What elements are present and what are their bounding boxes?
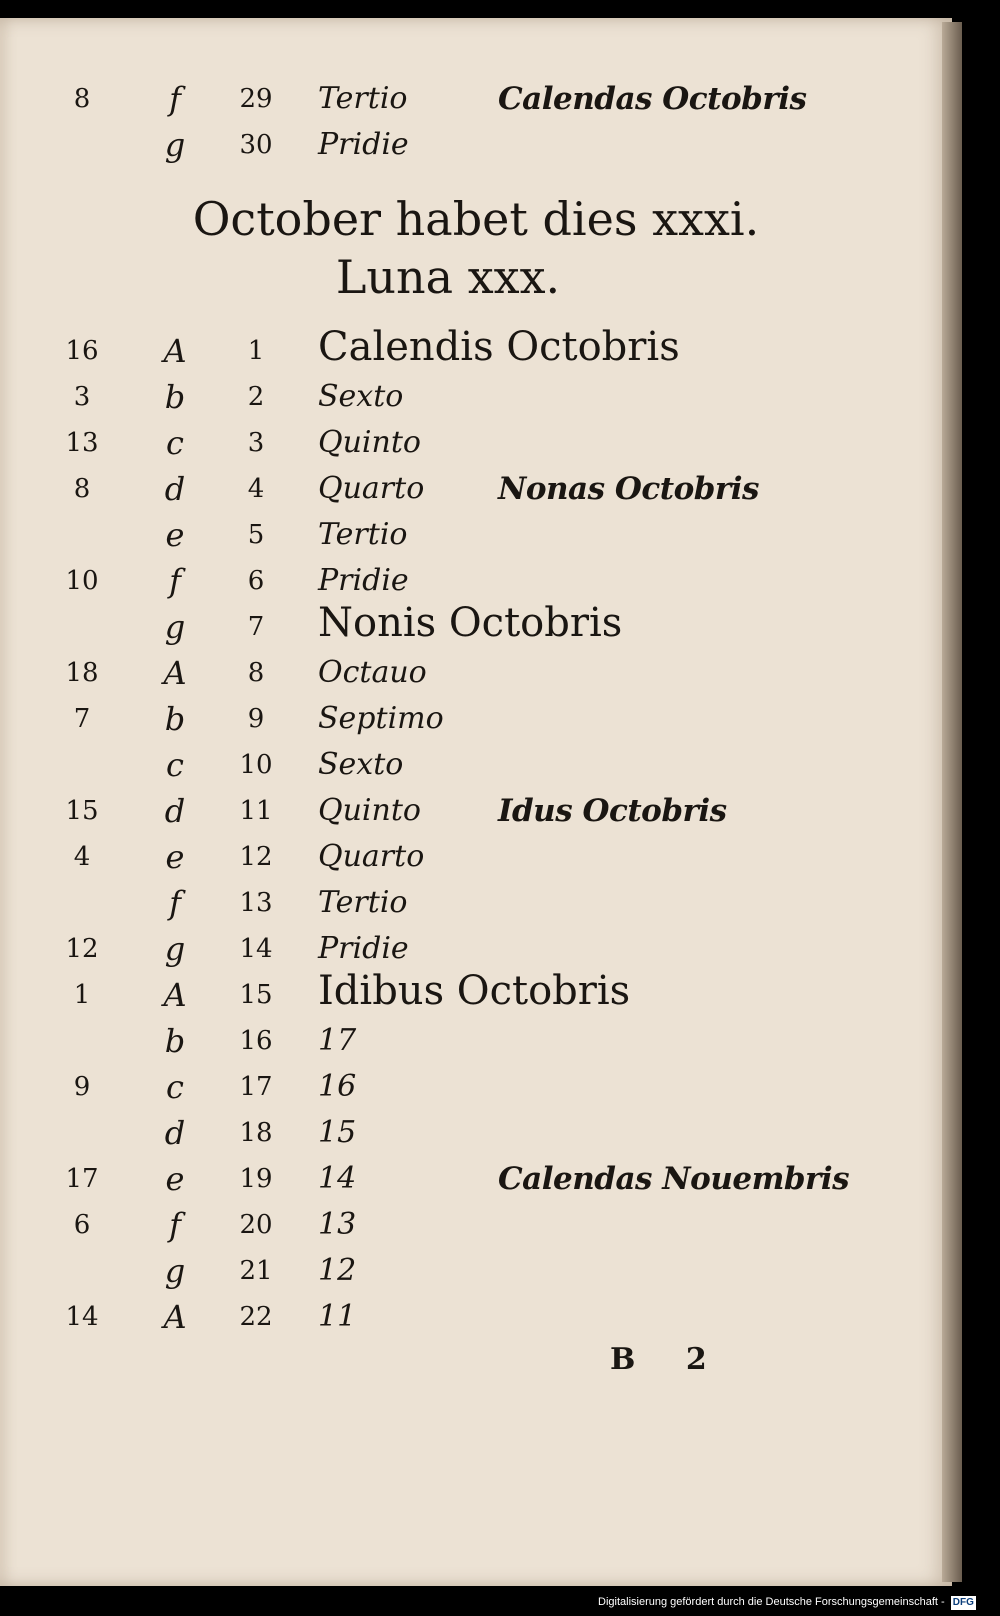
calendar-row — [0, 374, 952, 420]
page-edge — [942, 22, 962, 1582]
calendar-row — [0, 650, 952, 696]
calendar-row — [0, 122, 952, 168]
roman-date: Sexto — [318, 747, 404, 782]
dominical-letter: g — [164, 126, 186, 164]
calendar-row — [0, 1110, 952, 1156]
calendar-row — [0, 742, 952, 788]
roman-date: Tertio — [318, 81, 408, 116]
calendar-row — [0, 926, 952, 972]
book-page — [0, 18, 952, 1586]
roman-date: Octauo — [318, 655, 427, 690]
dominical-letter: d — [164, 1114, 186, 1152]
roman-date: Nonis Octobris — [318, 600, 623, 646]
footer-credit — [598, 1592, 976, 1612]
dominical-letter: g — [164, 930, 186, 968]
golden-number: 8 — [73, 84, 91, 114]
calendar-row — [0, 466, 952, 512]
calendar-row — [0, 558, 952, 604]
day-number: 9 — [247, 704, 265, 734]
month-title: October habet dies xxxi. — [192, 192, 760, 246]
calendar-row — [0, 512, 952, 558]
calendar-row — [0, 788, 952, 834]
golden-number: 9 — [73, 1072, 91, 1102]
golden-number: 6 — [73, 1210, 91, 1240]
dominical-letter: c — [166, 424, 184, 462]
golden-number: 13 — [65, 428, 99, 458]
day-number: 11 — [239, 796, 273, 826]
roman-date: 14 — [318, 1161, 357, 1196]
dominical-letter: e — [165, 838, 185, 876]
day-number: 10 — [239, 750, 273, 780]
day-number: 5 — [247, 520, 265, 550]
dominical-letter: d — [164, 470, 186, 508]
date-note: Nonas Octobris — [498, 471, 759, 507]
dominical-letter: b — [164, 1022, 186, 1060]
roman-date: 15 — [318, 1115, 357, 1150]
roman-date: 13 — [318, 1207, 357, 1242]
day-number: 29 — [239, 84, 273, 114]
day-number: 17 — [239, 1072, 273, 1102]
dominical-letter: d — [164, 792, 186, 830]
calendar-row — [0, 834, 952, 880]
calendar-row — [0, 76, 952, 122]
roman-date: Sexto — [318, 379, 404, 414]
day-number: 3 — [247, 428, 265, 458]
dominical-letter: e — [165, 1160, 185, 1198]
day-number: 19 — [239, 1164, 273, 1194]
golden-number: 18 — [65, 658, 99, 688]
calendar-row — [0, 1156, 952, 1202]
calendar-row — [0, 1018, 952, 1064]
golden-number: 12 — [65, 934, 99, 964]
day-number: 18 — [239, 1118, 273, 1148]
date-note: Idus Octobris — [498, 793, 727, 829]
date-note: Calendas Nouembris — [498, 1161, 850, 1197]
golden-number: 3 — [73, 382, 91, 412]
dominical-letter: f — [169, 80, 181, 118]
day-number: 16 — [239, 1026, 273, 1056]
day-number: 12 — [239, 842, 273, 872]
dominical-letter: A — [163, 654, 187, 692]
roman-date: Idibus Octobris — [318, 968, 631, 1014]
signature-letter: B — [610, 1342, 636, 1377]
golden-number: 4 — [73, 842, 91, 872]
day-number: 8 — [247, 658, 265, 688]
dominical-letter: b — [164, 378, 186, 416]
day-number: 30 — [239, 130, 273, 160]
dominical-letter: e — [165, 516, 185, 554]
dominical-letter: A — [163, 1298, 187, 1336]
calendar-row — [0, 600, 952, 650]
roman-date: 17 — [318, 1023, 357, 1058]
day-number: 21 — [239, 1256, 273, 1286]
dominical-letter: f — [169, 1206, 181, 1244]
golden-number: 10 — [65, 566, 99, 596]
day-number: 1 — [247, 336, 265, 366]
calendar-row — [0, 880, 952, 926]
golden-number: 1 — [73, 980, 91, 1010]
calendar-row — [0, 420, 952, 466]
calendar-row — [0, 1064, 952, 1110]
dominical-letter: b — [164, 700, 186, 738]
signature-mark — [610, 1342, 747, 1377]
roman-date: Pridie — [318, 127, 409, 162]
day-number: 6 — [247, 566, 265, 596]
calendar-row — [0, 968, 952, 1018]
golden-number: 14 — [65, 1302, 99, 1332]
roman-date: Pridie — [318, 931, 409, 966]
day-number: 14 — [239, 934, 273, 964]
dominical-letter: A — [163, 976, 187, 1014]
roman-date: 11 — [318, 1299, 357, 1334]
calendar-row — [0, 696, 952, 742]
day-number: 20 — [239, 1210, 273, 1240]
date-note: Calendas Octobris — [498, 81, 807, 117]
calendar-row — [0, 324, 952, 374]
golden-number: 17 — [65, 1164, 99, 1194]
roman-date: Tertio — [318, 885, 408, 920]
day-number: 15 — [239, 980, 273, 1010]
roman-date: Calendis Octobris — [318, 324, 680, 370]
day-number: 7 — [247, 612, 265, 642]
day-number: 4 — [247, 474, 265, 504]
calendar-row — [0, 1294, 952, 1340]
dominical-letter: g — [164, 608, 186, 646]
golden-number: 16 — [65, 336, 99, 366]
roman-date: Quarto — [318, 471, 425, 506]
roman-date: Septimo — [318, 701, 444, 736]
day-number: 2 — [247, 382, 265, 412]
golden-number: 7 — [73, 704, 91, 734]
golden-number: 15 — [65, 796, 99, 826]
golden-number: 8 — [73, 474, 91, 504]
dominical-letter: f — [169, 562, 181, 600]
roman-date: Quarto — [318, 839, 425, 874]
roman-date: 16 — [318, 1069, 357, 1104]
roman-date: Pridie — [318, 563, 409, 598]
dominical-letter: c — [166, 1068, 184, 1106]
roman-date: Quinto — [318, 425, 421, 460]
moon-subtitle: Luna xxx. — [335, 250, 561, 304]
roman-date: Tertio — [318, 517, 408, 552]
roman-date: Quinto — [318, 793, 421, 828]
calendar-row — [0, 1202, 952, 1248]
footer-text: Digitalisierung gefördert durch die Deutsche Forschungsgemeinschaft - — [598, 1596, 945, 1608]
dominical-letter: f — [169, 884, 181, 922]
day-number: 22 — [239, 1302, 273, 1332]
roman-date: 12 — [318, 1253, 357, 1288]
signature-number: 2 — [685, 1342, 707, 1377]
dominical-letter: A — [163, 332, 187, 370]
dfg-logo: DFG — [952, 1597, 974, 1608]
dominical-letter: c — [166, 746, 184, 784]
day-number: 13 — [239, 888, 273, 918]
dominical-letter: g — [164, 1252, 186, 1290]
calendar-row — [0, 1248, 952, 1294]
